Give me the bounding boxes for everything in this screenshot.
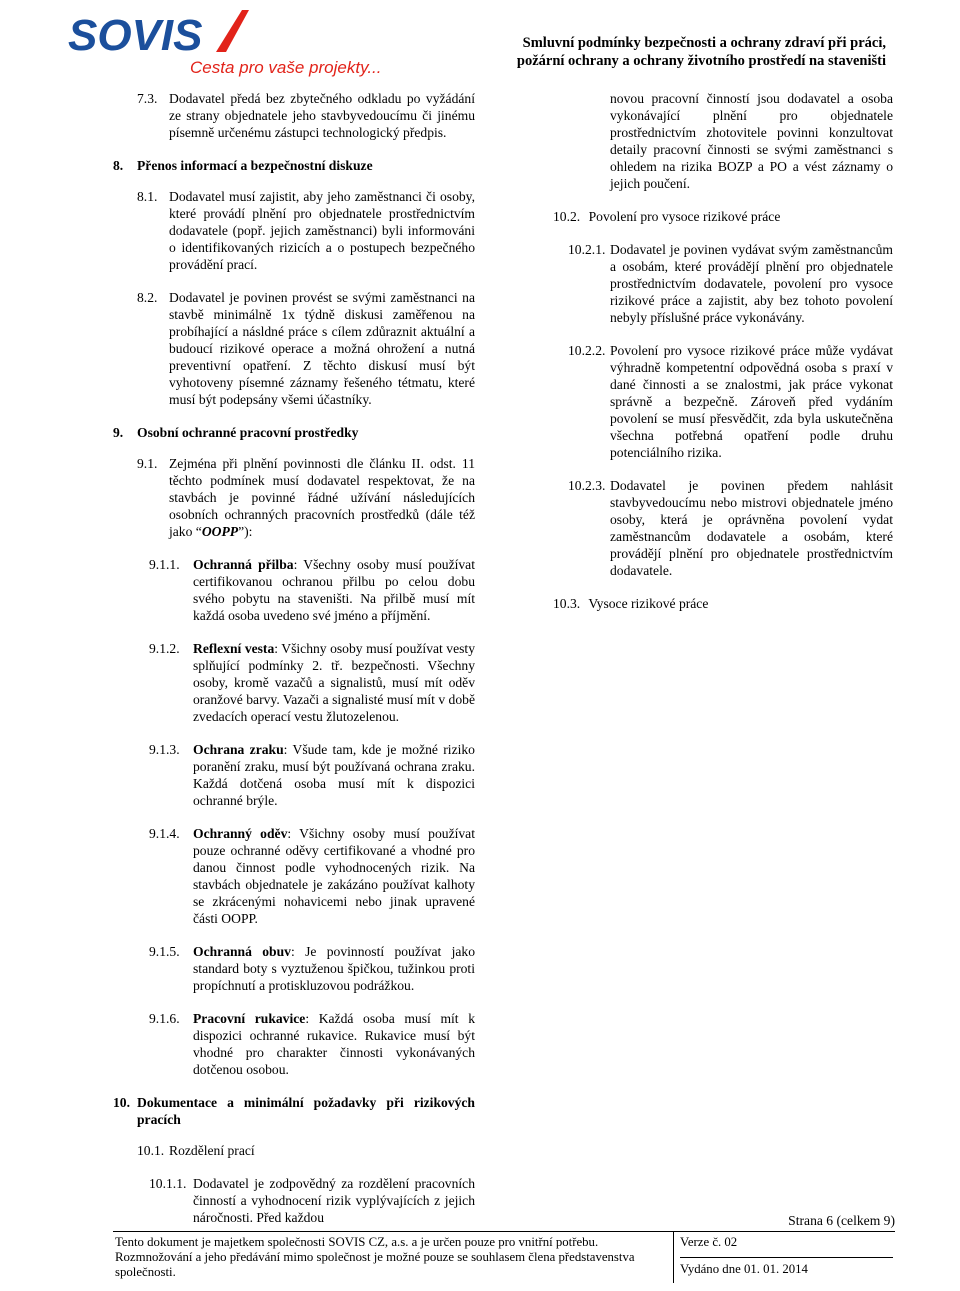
document-title-line1: Smluvní podmínky bezpečnosti a ochrany zdraví při práci,	[522, 35, 886, 51]
section-text: Dodavatel je povinen vydávat svým zaměstnancům a osobám, které provádějí plnění pro objednatele prostřednictvím dodavatele, povolení pro vysoce rizikové práce a zajistit, aby bez tohoto povolení nebyly příslušné práce vykonávány.	[610, 242, 893, 325]
footer-meta	[674, 1232, 896, 1284]
section-number: 10.1.	[137, 1143, 165, 1158]
item-text: : Všichny osoby musí používat vesty splňující podmínky 2. tř. bezpečnosti. Všechny osoby, kromě vazačů a signalistů, musí mít oděv oranžové barvy. Vazači a signalisté musí mít v době zvedacích operací vestu žlutozelenou.	[193, 641, 475, 724]
logo-wordmark: SOVIS	[68, 11, 203, 60]
section-text: Povolení pro vysoce rizikové práce může vydávat výhradně kompetentní odpovědná osoba s praxí v dané činnosti a se znalostmi, jak práce vykonat správně a bezpečně. Zároveň před vydáním povolení se musí přesvědčit, zda byla uskutečněna všechna potřebná opatření podle druhu potenciálního rizika.	[610, 343, 893, 460]
left-column	[113, 90, 475, 1242]
sovis-logo-icon	[66, 4, 296, 60]
section-text: Rozdělení prací	[169, 1143, 255, 1158]
item-text: : Každá osoba musí mít k dispozici ochranné rukavice. Rukavice musí být vhodné pro charakter činnosti vykonávaných dotčenou osobou.	[193, 1011, 475, 1077]
page-number: Strana 6 (celkem 9)	[788, 1213, 895, 1228]
section-text: Dodavatel předá bez zbytečného odkladu po vyžádání ze strany objednatele jeho stavbyvedoucímu či jinému písemně určenému zástupci technologický předpis.	[169, 91, 475, 140]
heading-text: Dokumentace a minimální požadavky při rizikových pracích	[137, 1095, 475, 1127]
logo-tagline: Cesta pro vaše projekty...	[190, 58, 382, 77]
section-10-3	[553, 595, 893, 612]
section-number: 9.1.4.	[149, 826, 180, 841]
section-number: 10.2.1.	[568, 242, 606, 257]
section-9-1-4	[113, 825, 475, 927]
section-number: 8.2.	[137, 290, 158, 305]
footer-ownership-line2: Rozmnožování a jeho předávání mimo společnost je možné pouze se souhlasem člena představenstva společnosti.	[115, 1250, 635, 1279]
section-number: 10.1.1.	[149, 1176, 187, 1191]
footer-table	[113, 1231, 895, 1283]
section-number: 10.2.	[553, 209, 581, 224]
heading-text: Přenos informací a bezpečnostní diskuze	[137, 158, 373, 173]
section-10-2	[553, 208, 893, 225]
section-number: 9.1.2.	[149, 641, 180, 656]
section-text: Povolení pro vysoce rizikové práce	[588, 209, 781, 224]
page-header	[0, 0, 960, 84]
heading-number: 10.	[113, 1095, 130, 1110]
heading-text: Osobní ochranné pracovní prostředky	[137, 425, 359, 440]
right-column	[553, 90, 893, 628]
section-10-1	[113, 1142, 475, 1159]
heading-8	[113, 157, 475, 174]
section-8-1	[113, 188, 475, 273]
section-text: Vysoce rizikové práce	[588, 596, 709, 611]
footer-ownership-line1: Tento dokument je majetkem společnosti SOVIS CZ, a.s. a je určen pouze pro vnitřní potřebu.	[115, 1235, 599, 1249]
section-text-part: Zejména při plnění povinnosti dle článku II. odst. 11 těchto podmínek musí dodavatel respektovat, že na stavbách je povinné řádné užívání následujících osobních ochranných pracovních prostředků (dále též jako “	[169, 456, 475, 539]
item-label: Reflexní vesta	[193, 641, 275, 656]
heading-number: 9.	[113, 425, 124, 440]
section-number: 10.2.2.	[568, 343, 606, 358]
item-label: Ochranná obuv	[193, 944, 291, 959]
section-9-1-3	[113, 741, 475, 809]
section-9-1-2	[113, 640, 475, 725]
oopp-term: OOPP	[201, 524, 239, 539]
section-number: 9.1.3.	[149, 742, 180, 757]
company-logo	[66, 4, 382, 78]
footer-issued: Vydáno dne 01. 01. 2014	[680, 1257, 893, 1277]
section-number: 9.1.6.	[149, 1011, 180, 1026]
section-text: novou pracovní činností jsou dodavatel a osoba vykonávající plnění pro objednatele prostřednictvím zhotovitele povinni konzultovat detaily pracovní činnosti se svými zaměstnanci s ohledem na rizika BOZP a PO a vést záznamy o jejich poučení.	[610, 91, 893, 191]
section-text	[193, 943, 475, 994]
section-number: 10.3.	[553, 596, 581, 611]
item-text: : Všude tam, kde je možné riziko poranění zraku, musí být používaná ochrana zraku. Každá dotčená osoba musí mít k dispozici ochranné brýle.	[193, 742, 475, 808]
section-9-1	[113, 455, 475, 540]
section-text	[193, 825, 475, 927]
section-text: Dodavatel musí zajistit, aby jeho zaměstnanci či osoby, které provádí plnění pro objednatele prostřednictvím dodavatele (popř. jejich zaměstnanci) byli informováni o identifikovaných rizicích a o postupech bezpečného provádění prací.	[169, 189, 475, 272]
section-text: Dodavatel je zodpovědný za rozdělení pracovních činností a vyhodnocení rizik vyplývajících z jejich náročnosti. Před každou	[193, 1176, 475, 1225]
page-footer	[113, 1231, 895, 1283]
document-title	[486, 34, 886, 70]
heading-10	[113, 1094, 475, 1128]
heading-9	[113, 424, 475, 441]
item-label: Ochrana zraku	[193, 742, 284, 757]
section-text: Dodavatel je povinen provést se svými zaměstnanci na stavbě minimálně 1x týdně diskusi zaměřenou na probíhající a násldné práce s cílem zdůraznit aktuální a budoucí rizikové operace a možná ohrožení a nutná preventivní opatření. Z těchto diskusí musí být vyhotoveny písemné záznamy řešeného tétmatu, které musí být podepsány všemi účastníky.	[169, 290, 475, 407]
section-10-2-3	[553, 477, 893, 579]
item-text: : Všichny osoby musí používat pouze ochranné oděvy certifikované a vhodné pro danou činnost podle vyhodnocených rizik. Na stavbách objednatele je zakázáno používat kalhoty se zkrácenými nohavicemi nebo jinak upravené části OOPP.	[193, 826, 475, 926]
logo-red-swoosh	[216, 10, 249, 52]
section-text	[193, 556, 475, 624]
section-number: 8.1.	[137, 189, 158, 204]
document-title-line2: požární ochrany a ochrany životního prostředí na staveništi	[516, 53, 886, 69]
section-text: Dodavatel je povinen předem nahlásit stavbyvedoucímu nebo mistrovi objednatele jméno osoby, která je oprávněna povolení vydat zaměstnancům dodavatele a osobám, které provádějí plnění pro objednatele prostřednictvím dodavatele.	[610, 478, 893, 578]
footer-ownership	[113, 1232, 674, 1284]
section-text	[193, 640, 475, 725]
section-number: 9.1.1.	[149, 557, 180, 572]
footer-version: Verze č. 02	[680, 1235, 738, 1249]
item-label: Pracovní rukavice	[193, 1011, 306, 1026]
section-9-1-6	[113, 1010, 475, 1078]
item-text: : Všechny osoby musí používat certifikovanou ochranou přilbu po celou dobu svého pobytu na staveništi. Na přilbě musí mít každá osoba uvedeno své jméno a příjmění.	[193, 557, 475, 623]
section-number: 7.3.	[137, 91, 158, 106]
section-text	[193, 1010, 475, 1078]
section-10-1-1-continued	[553, 90, 893, 192]
section-10-2-1	[553, 241, 893, 326]
section-number: 10.2.3.	[568, 478, 606, 493]
section-10-2-2	[553, 342, 893, 461]
section-text	[169, 455, 475, 540]
section-9-1-1	[113, 556, 475, 624]
section-number: 9.1.	[137, 456, 158, 471]
item-label: Ochranná přilba	[193, 557, 294, 572]
section-9-1-5	[113, 943, 475, 994]
section-text	[193, 741, 475, 809]
heading-number: 8.	[113, 158, 124, 173]
item-text: : Je povinností používat jako standard boty s vyztuženou špičkou, tužinkou proti propíchnutí a protiskluzovou podrážkou.	[193, 944, 476, 993]
item-label: Ochranný oděv	[193, 826, 288, 841]
section-number: 9.1.5.	[149, 944, 180, 959]
section-10-1-1	[113, 1175, 475, 1226]
section-text-end: ”):	[238, 524, 253, 539]
section-8-2	[113, 289, 475, 408]
section-7-3	[113, 90, 475, 141]
